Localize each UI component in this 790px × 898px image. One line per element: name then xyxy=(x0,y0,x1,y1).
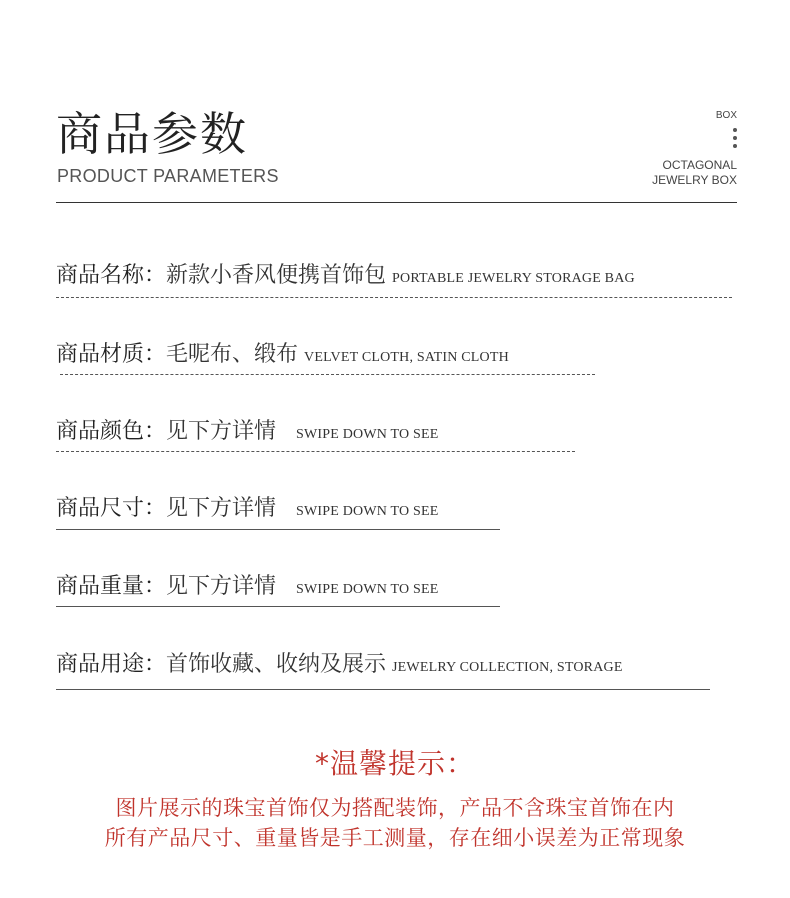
param-label: 商品重量： xyxy=(56,574,167,599)
side-tag-top: BOX xyxy=(715,110,737,121)
param-row-color xyxy=(56,414,439,445)
param-english: SWIPE DOWN TO SEE xyxy=(296,582,439,597)
param-row-size xyxy=(56,491,439,522)
row-divider xyxy=(56,451,575,452)
header-divider xyxy=(56,202,737,203)
notice-line-1: 图片展示的珠宝首饰仅为搭配装饰，产品不含珠宝首饰在内 xyxy=(115,796,675,820)
param-english: VELVET CLOTH, SATIN CLOTH xyxy=(304,350,509,365)
param-label: 商品材质： xyxy=(56,342,167,367)
param-label: 商品用途： xyxy=(56,652,167,677)
param-english: SWIPE DOWN TO SEE xyxy=(296,427,439,442)
param-row-material xyxy=(56,337,509,368)
param-value: 毛呢布、缎布 xyxy=(166,342,299,367)
side-tag-line1: OCTAGONAL xyxy=(662,158,737,172)
param-row-name xyxy=(56,258,635,289)
param-value: 新款小香风便携首饰包 xyxy=(166,263,387,288)
param-value: 首饰收藏、收纳及展示 xyxy=(166,652,387,677)
row-divider xyxy=(60,374,595,375)
row-divider xyxy=(56,606,500,607)
page-title: 商品参数 xyxy=(56,107,248,161)
param-english: SWIPE DOWN TO SEE xyxy=(296,504,439,519)
param-english: PORTABLE JEWELRY STORAGE BAG xyxy=(392,271,635,286)
page-subtitle: PRODUCT PARAMETERS xyxy=(57,166,279,186)
param-value: 见下方详情 xyxy=(166,574,277,599)
param-row-weight xyxy=(56,569,439,600)
param-english: JEWELRY COLLECTION, STORAGE xyxy=(392,660,623,675)
param-value: 见下方详情 xyxy=(166,496,277,521)
param-label: 商品尺寸： xyxy=(56,496,167,521)
row-divider xyxy=(56,689,710,690)
row-divider xyxy=(56,297,732,298)
notice-line-2: 所有产品尺寸、重量皆是手工测量，存在细小误差为正常现象 xyxy=(104,826,686,850)
param-value: 见下方详情 xyxy=(166,419,277,444)
side-tag-bottom xyxy=(652,158,737,188)
param-label: 商品颜色： xyxy=(56,419,167,444)
vertical-dots-icon xyxy=(733,128,737,152)
param-row-usage xyxy=(56,647,623,678)
side-tag-line2: JEWELRY BOX xyxy=(652,173,737,187)
row-divider xyxy=(56,529,500,530)
param-label: 商品名称： xyxy=(56,263,167,288)
notice-title: *温馨提示： xyxy=(314,747,475,780)
